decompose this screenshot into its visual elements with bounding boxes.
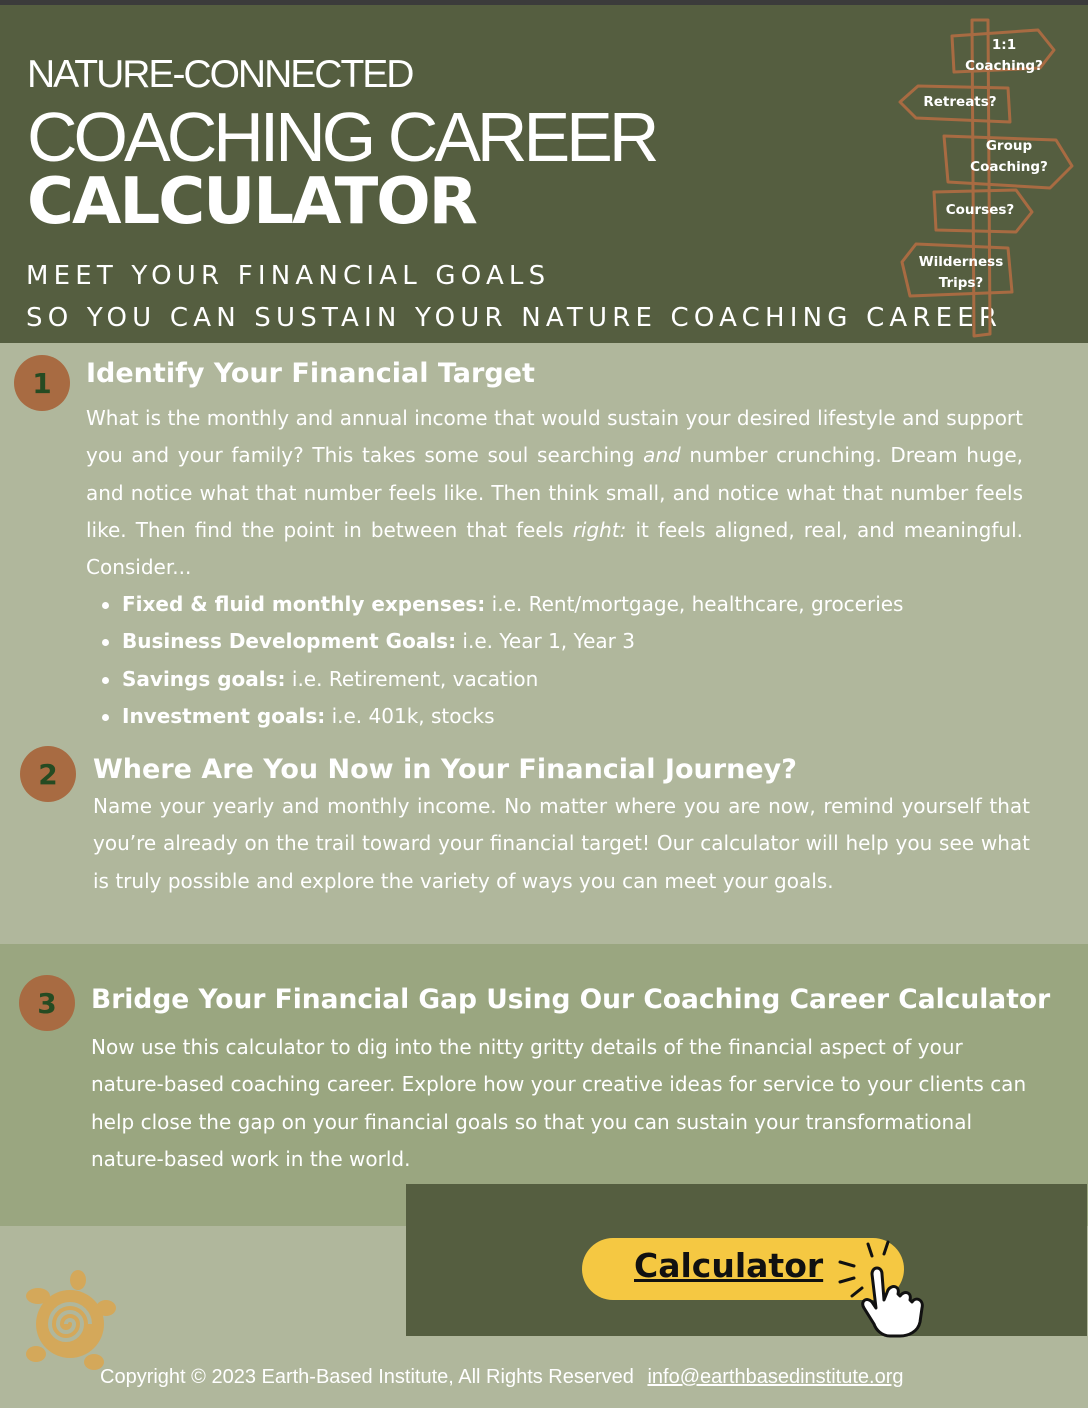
bullet-text: i.e. Rent/mortgage, healthcare, groceries [485,592,904,616]
sign-label-3 [954,136,1064,178]
step-1-paragraph [86,400,1023,586]
step-1-text-and: and [643,443,681,468]
subtitle-line-2: SO YOU CAN SUSTAIN YOUR NATURE COACHING CAREER [26,303,1003,333]
step-2-badge: 2 [20,746,76,802]
bullet-text: i.e. Year 1, Year 3 [456,629,635,654]
sign-label-1: 1:1 Coaching? [965,37,1043,74]
turtle-logo-icon [18,1266,118,1376]
pointer-hand-icon [832,1238,942,1338]
subtitle-line-1: MEET YOUR FINANCIAL GOALS [26,261,551,291]
sign-label-4: Courses? [945,202,1015,218]
sign-label-2: Retreats? [923,94,997,110]
calculator-link[interactable]: Calculator [634,1246,824,1285]
bullet-item [100,661,903,698]
step-1-text-a: What is the monthly and annual income that would sustain your desired lifestyle and support you and your family? This takes some soul searching [86,406,1023,468]
bullet-item [100,623,903,660]
bullet-bold: Savings goals: [122,666,286,691]
step-1-bullet-list [100,586,903,736]
step-3-title: Bridge Your Financial Gap Using Our Coaching Career Calculator [91,984,1051,1015]
step-1-badge: 1 [14,355,70,411]
step-3-badge: 3 [19,975,75,1031]
step-1-text-c: it feels aligned, real, and meaningful. Consider... [86,517,1023,580]
footer [100,1366,903,1389]
email-link[interactable]: info@earthbasedinstitute.org [647,1366,904,1388]
step-1-title: Identify Your Financial Target [86,358,535,389]
sign-label-5 [914,252,1008,294]
turtle-logo-graphic [18,1266,118,1376]
bullet-text: i.e. 401k, stocks [325,704,495,729]
step-2-paragraph: Name your yearly and monthly income. No matter where you are now, remind yourself that you’re already on the trail toward your financial target! Our calculator will help you see what is truly possible and explore the variety of ways you can meet your goals. [93,794,1030,893]
sign-label-3a: Group [985,138,1033,154]
step-2-title: Where Are You Now in Your Financial Journey? [93,754,797,785]
step-1-text-b: number crunching. Dream huge, and notice what that number feels like. Then think small, and notice what that number feels like. Then find the point in between that feels [86,443,1023,542]
bullet-item [100,586,903,623]
bullet-bold: Investment goals: [122,704,326,729]
bullet-item [100,698,903,735]
bullet-bold: Business Development Goals: [122,629,457,654]
bullet-bold: Fixed & fluid monthly expenses: [122,592,486,616]
bullet-text: i.e. Retirement, vacation [285,666,539,691]
step-3-paragraph: Now use this calculator to dig into the nitty gritty details of the financial aspect of your nature-based coaching career. Explore how your creative ideas for service to your clients can help close the gap on your financial goals so that you can sustain your transformational nature-based work in the world. [91,1035,1027,1171]
title-line-1: NATURE-CONNECTED [27,53,413,96]
step-1-text-right: right: [572,517,627,542]
title-line-3: CALCULATOR [27,165,476,239]
sign-label-3b: Coaching? [970,159,1048,175]
sign-label-5a: Wilderness [918,254,1004,270]
copyright-text: Copyright © 2023 Earth-Based Institute, All Rights Reserved [100,1366,634,1388]
pointer-hand-graphic [832,1238,942,1338]
title-line-2: COACHING CAREER [27,98,656,176]
signpost-illustration [890,12,1080,342]
sign-label-5b: Trips? [938,275,984,291]
